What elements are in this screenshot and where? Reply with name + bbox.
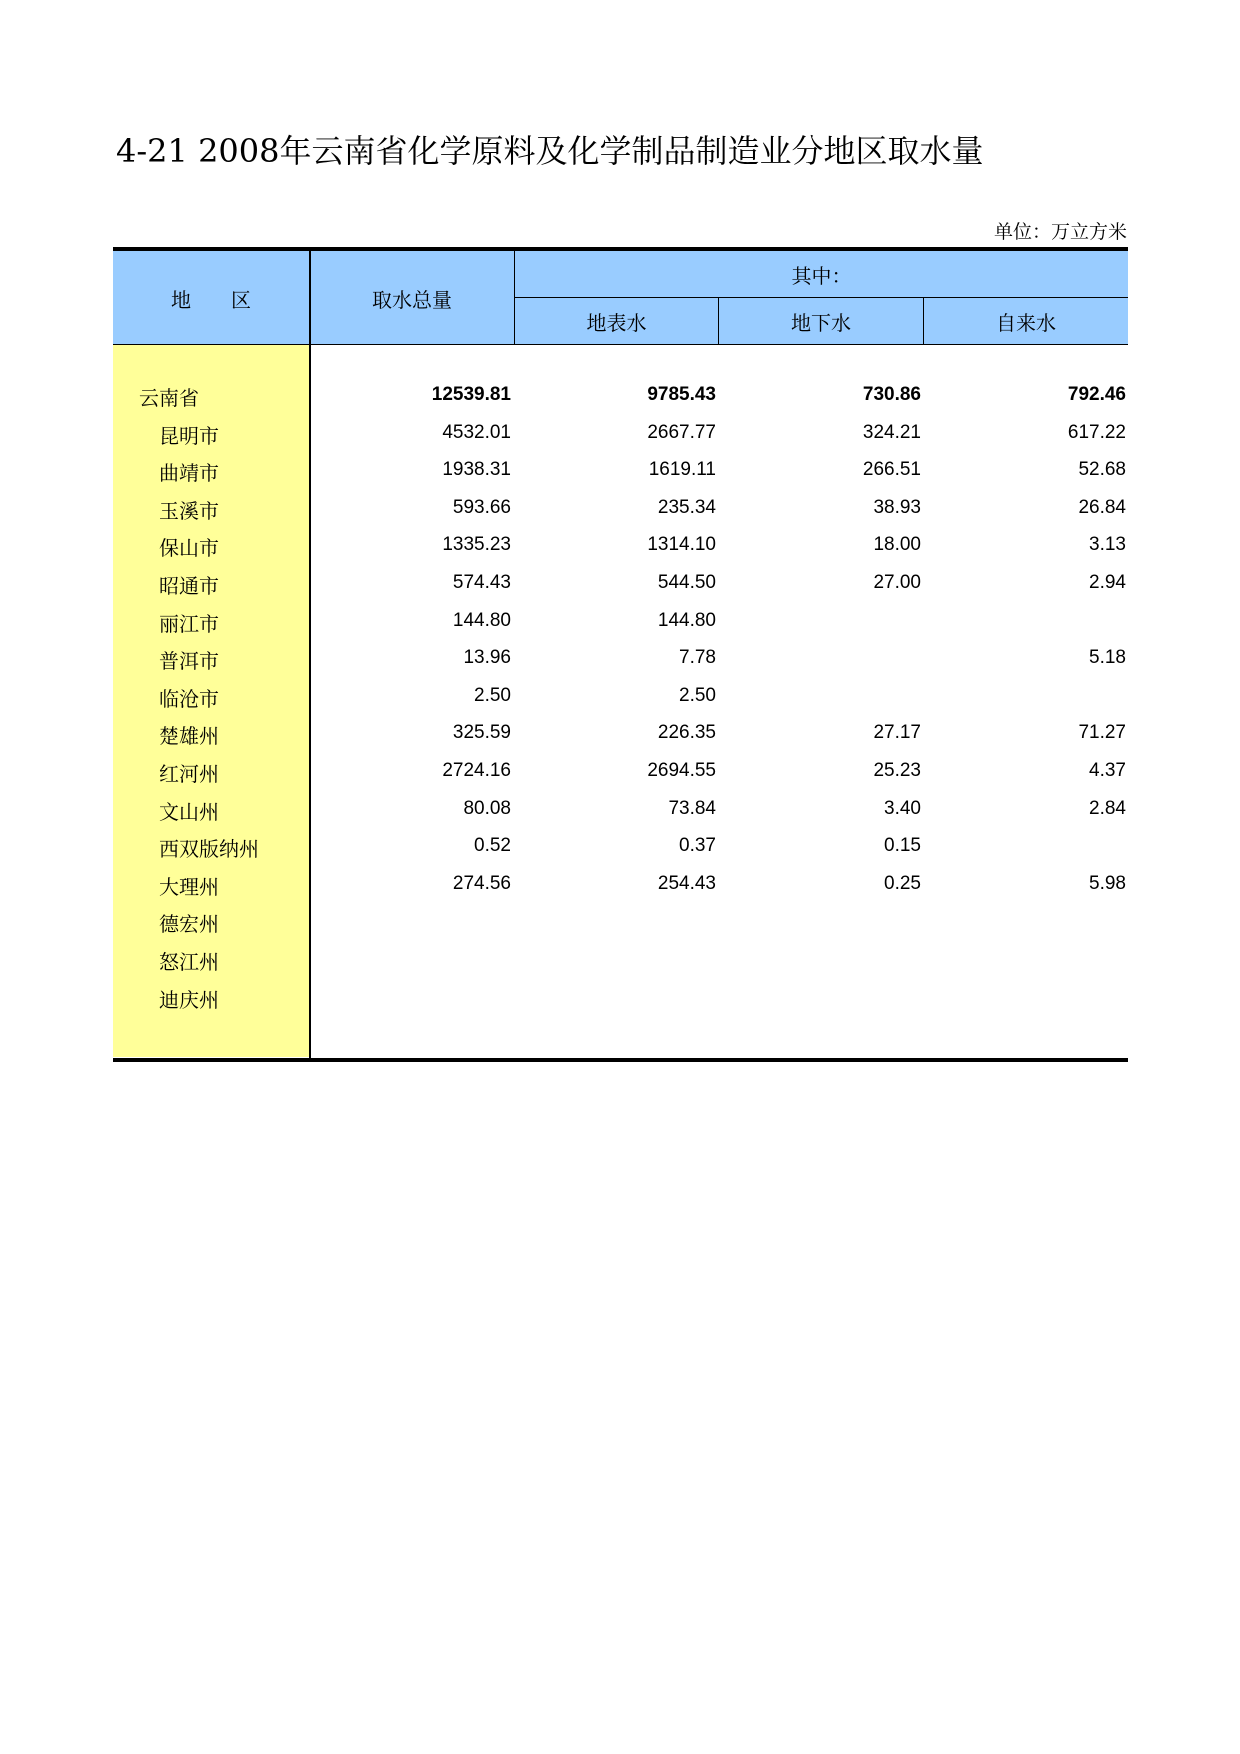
region-name: 昭通市 [159,574,219,598]
table-row [113,640,1128,677]
cell-surface: 254.43 [657,872,716,894]
cell-ground: 25.23 [873,760,921,781]
region-name: 玉溪市 [159,498,219,523]
cell-surface: 2.50 [679,684,716,706]
cell-surface: 2667.77 [647,421,716,443]
cell-surface: 235.34 [657,496,716,518]
region-name: 昆明市 [159,423,219,448]
cell-surface: 73.84 [668,797,716,819]
cell-tap: 5.18 [1089,647,1126,669]
water-withdrawal-table [113,247,1128,1062]
region-name: 文山州 [159,799,219,824]
cell-total: 1938.31 [442,459,511,481]
table-row [113,377,1128,414]
cell-ground: 324.21 [862,421,921,443]
cell-surface: 0.37 [679,835,716,857]
table-row [113,828,1128,865]
cell-tap: 52.68 [1078,459,1126,481]
region-name: 楚雄州 [159,724,219,749]
cell-ground: 27.00 [873,572,921,593]
table-row [113,753,1128,790]
region-name: 红河州 [159,762,219,786]
cell-total: 144.80 [452,609,511,631]
region-name: 普洱市 [159,649,219,674]
header-tap-water: 自来水 [996,310,1056,335]
cell-tap: 3.13 [1089,534,1126,556]
region-name: 云南省 [139,386,199,410]
cell-total: 12539.81 [431,384,511,405]
cell-tap: 617.22 [1067,421,1126,443]
cell-ground: 38.93 [873,496,921,518]
cell-total: 1335.23 [442,534,511,556]
table-row [113,941,1128,978]
cell-ground: 27.17 [873,722,921,744]
region-name: 临沧市 [159,686,219,711]
table-row [113,565,1128,602]
table-row [113,715,1128,752]
header-total: 取水总量 [372,287,452,312]
table-row [113,678,1128,715]
header-region: 地 区 [171,287,251,312]
cell-ground: 3.40 [884,797,921,819]
cell-surface: 7.78 [679,647,716,669]
cell-total: 274.56 [452,872,511,894]
region-name: 怒江州 [159,950,219,974]
cell-tap: 2.94 [1089,572,1126,593]
cell-surface: 2694.55 [647,760,716,781]
cell-total: 593.66 [452,496,511,518]
cell-total: 2.50 [474,684,511,706]
cell-total: 325.59 [452,722,511,744]
table-row [113,903,1128,940]
header-surface-water: 地表水 [586,310,647,335]
page-title: 4-21 2008年云南省化学原料及化学制品制造业分地区取水量 [116,132,984,170]
cell-total: 0.52 [474,835,511,857]
region-name: 西双版纳州 [159,837,259,862]
cell-ground: 266.51 [862,459,921,481]
header-ground-water: 地下水 [791,310,851,335]
table-row [113,527,1128,564]
cell-total: 4532.01 [442,421,511,443]
cell-ground: 18.00 [873,534,921,556]
table-row [113,603,1128,640]
cell-tap: 26.84 [1078,496,1126,518]
cell-ground: 730.86 [862,384,921,405]
table-row [113,415,1128,452]
cell-tap: 4.37 [1089,760,1126,781]
cell-surface: 9785.43 [647,384,716,405]
cell-tap: 2.84 [1089,797,1126,819]
region-name: 迪庆州 [159,987,219,1012]
cell-tap: 71.27 [1078,722,1126,744]
region-name: 曲靖市 [159,461,219,486]
cell-ground: 0.25 [884,872,921,894]
bottom-rule [113,1058,1128,1062]
cell-tap: 792.46 [1067,384,1126,405]
cell-surface: 144.80 [657,609,716,631]
region-name: 大理州 [159,874,219,899]
cell-tap: 5.98 [1089,872,1126,894]
cell-surface: 1314.10 [647,534,716,556]
cell-ground: 0.15 [884,835,921,857]
region-name: 保山市 [159,536,219,561]
header-of-which: 其中： [791,263,852,288]
region-name: 德宏州 [159,912,219,937]
cell-total: 80.08 [463,797,511,819]
table-row [113,791,1128,828]
table-row [113,490,1128,527]
cell-total: 574.43 [452,572,511,593]
table-row [113,979,1128,1016]
unit-label: 单位：万立方米 [993,221,1127,243]
cell-total: 2724.16 [442,760,511,781]
table-row [113,866,1128,903]
cell-surface: 226.35 [657,722,716,744]
cell-total: 13.96 [463,647,511,669]
region-name: 丽江市 [159,611,219,636]
cell-surface: 544.50 [657,572,716,593]
cell-surface: 1619.11 [648,459,716,481]
table-row [113,452,1128,489]
